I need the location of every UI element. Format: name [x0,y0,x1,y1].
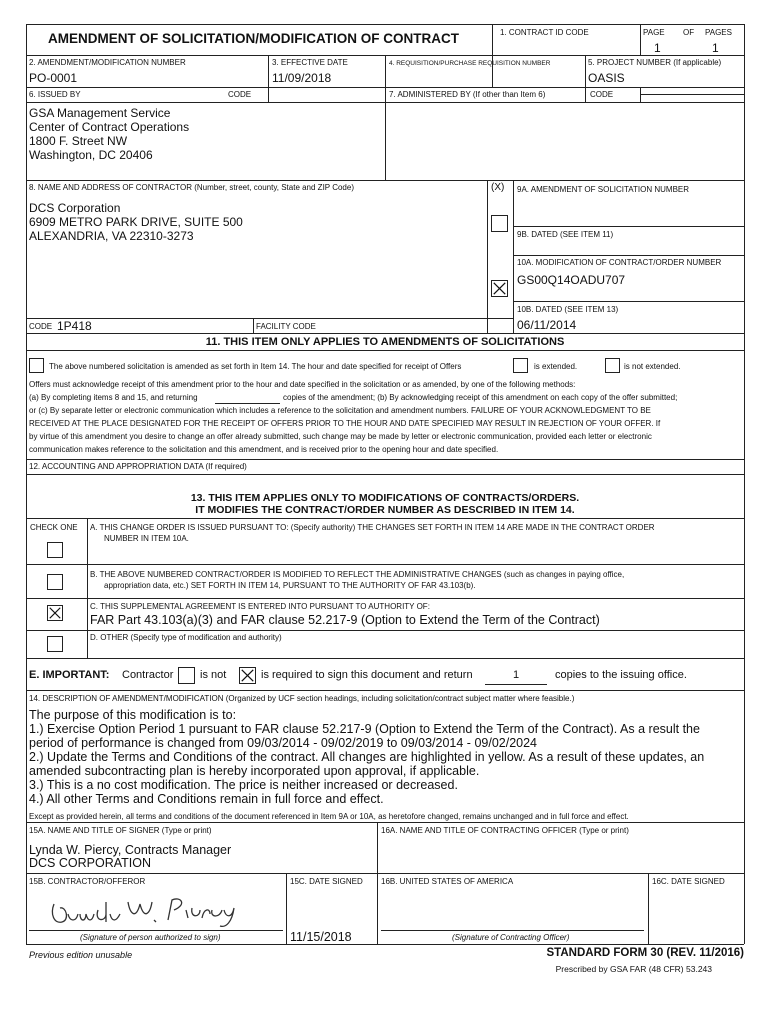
check-x-icon [240,668,255,683]
not-extended-checkbox[interactable] [605,358,620,373]
contractor-line: 6909 METRO PARK DRIVE, SUITE 500 [29,215,243,229]
signer-name-line: DCS CORPORATION [29,856,151,870]
description-line: 3.) This is a no cost modification. The price is neither increased or decreased. [29,778,458,792]
option-c-text: C. THIS SUPPLEMENTAL AGREEMENT IS ENTERED INTO PURSUANT TO AUTHORITY OF: [90,602,430,611]
option-c-checkbox[interactable] [47,605,63,621]
option-d-checkbox[interactable] [47,636,63,652]
issued-by-line: Washington, DC 20406 [29,148,153,162]
item11-paragraph: (a) By completing items 8 and 15, and returning [29,393,198,402]
date-signed-15c-label: 15C. DATE SIGNED [290,877,363,886]
is-not-checkbox[interactable] [178,667,195,684]
facility-code-label: FACILITY CODE [256,322,316,331]
check-x-icon [492,281,507,296]
administered-by-code-label: CODE [590,90,614,99]
contractor-word: Contractor [122,669,174,681]
is-required-label: is required to sign this document and return [261,669,473,681]
project-number-label: 5. PROJECT NUMBER (If applicable) [588,58,722,67]
dated-10b-label: 10B. DATED (SEE ITEM 13) [517,305,619,314]
option-c-authority: FAR Part 43.103(a)(3) and FAR clause 52.217-9 (Option to Extend the Term of the Contract) [90,613,600,627]
item11-title: 11. THIS ITEM ONLY APPLIES TO AMENDMENTS OF SOLICITATIONS [205,336,565,348]
modification-number-label: 10A. MODIFICATION OF CONTRACT/ORDER NUMBER [517,258,722,267]
description-label: 14. DESCRIPTION OF AMENDMENT/MODIFICATION (Organized by UCF section headings, including solicitation/contract subject matter where feasible.) [29,694,575,703]
description-line: amended subcontracting plan is hereby incorporated upon approval, if applicable. [29,764,480,778]
option-a-text: A. THIS CHANGE ORDER IS ISSUED PURSUANT TO: (Specify authority) THE CHANGES SET FORTH IN ITEM 14 ARE MADE IN THE CONTRACT ORDER [90,523,655,532]
copies-value: 1 [512,669,520,681]
dated-10b-value: 06/11/2014 [517,318,577,332]
co-signature-caption: (Signature of Contracting Officer) [452,933,570,942]
issued-by-line: GSA Management Service [29,106,171,120]
page-value: 1 [654,41,661,55]
date-signed-15c-value: 11/15/2018 [290,930,352,944]
issued-by-code-label: CODE [228,90,252,99]
pages-value: 1 [712,41,719,55]
signature-caption: (Signature of person authorized to sign) [80,933,221,942]
date-signed-16c-label: 16C. DATE SIGNED [652,877,725,886]
item11-line1: The above numbered solicitation is amended as set forth in Item 14. The hour and date specified for receipt of Offers [49,362,462,371]
box10-checkbox[interactable] [491,280,508,297]
important-label: E. IMPORTANT: [29,669,110,681]
contractor-code-label: CODE [29,322,53,331]
is-not-label: is not [200,669,227,681]
issued-by-label: 6. ISSUED BY [29,90,81,99]
option-b-checkbox[interactable] [47,574,63,590]
dated-9b-label: 9B. DATED (SEE ITEM 11) [517,230,614,239]
box9-checkbox[interactable] [491,215,508,232]
accounting-data-label: 12. ACCOUNTING AND APPROPRIATION DATA (If required) [29,462,247,471]
description-line: 1.) Exercise Option Period 1 pursuant to FAR clause 52.217-9 (Option to Extend the Term of the Contract). As a result the [29,722,700,736]
item11-paragraph: or (c) By separate letter or electronic communication which includes a reference to the solicitation and amendment numbers. FAILURE OF YOUR ACKNOWLEDGMENT TO BE [29,406,651,415]
option-b-text: appropriation data, etc.) SET FORTH IN ITEM 14, PURSUANT TO THE AUTHORITY OF FAR 43.103(b). [104,581,476,590]
option-a-checkbox[interactable] [47,542,63,558]
item11-paragraph: copies of the amendment; (b) By acknowledging receipt of this amendment on each copy of the offer submitted; [283,393,678,402]
signer-name-line: Lynda W. Piercy, Contracts Manager [29,843,232,857]
description-line: 2.) Update the Terms and Conditions of the contract. All changes are highlighted in yellow. As a result of these updates, an [29,750,705,764]
prescribed-by: Prescribed by GSA FAR (48 CFR) 53.243 [555,964,712,974]
amendment-solicitation-label: 9A. AMENDMENT OF SOLICITATION NUMBER [517,185,690,194]
issued-by-line: Center of Contract Operations [29,120,190,134]
form-title: AMENDMENT OF SOLICITATION/MODIFICATION OF CONTRACT [48,31,459,46]
item11-paragraph: Offers must acknowledge receipt of this amendment prior to the hour and date specified in the solicitation or as amended, by one of the following methods: [29,380,576,389]
administered-by-label: 7. ADMINISTERED BY (If other than Item 6) [389,90,546,99]
contractor-signature [40,892,240,930]
contractor-offeror-label: 15B. CONTRACTOR/OFFEROR [29,877,146,886]
item11-paragraph: by virtue of this amendment you desire to change an offer already submitted, such change may be made by letter or electronic communication, provided each letter or electronic [29,432,652,441]
check-one-label: CHECK ONE [30,523,78,532]
except-text: Except as provided herein, all terms and conditions of the document referenced in Item 9A or 10A, as heretofore changed, remains unchanged and in full force and effect. [29,812,629,821]
usa-label: 16B. UNITED STATES OF AMERICA [381,877,514,886]
not-extended-label: is not extended. [624,362,681,371]
item13-title: 13. THIS ITEM APPLIES ONLY TO MODIFICATIONS OF CONTRACTS/ORDERS. [190,492,580,504]
amendment-number-value: PO-0001 [29,71,78,85]
description-line: period of performance is changed from 09/03/2014 - 09/02/2019 to 09/03/2014 - 09/02/2024 [29,736,538,750]
contract-id-code-label: 1. CONTRACT ID CODE [500,28,589,37]
item13-subtitle: IT MODIFIES THE CONTRACT/ORDER NUMBER AS DESCRIBED IN ITEM 14. [195,504,575,516]
contractor-line: ALEXANDRIA, VA 22310-3273 [29,229,194,243]
item11-paragraph: RECEIVED AT THE PLACE DESIGNATED FOR THE RECEIPT OF OFFERS PRIOR TO THE HOUR AND DATE SPECIFIED MAY RESULT IN REJECTION OF YOUR OFFER. If [29,419,661,428]
x-column-label: (X) [491,182,505,193]
item11-checkbox[interactable] [29,358,44,373]
contractor-code-value: 1P418 [57,319,92,333]
project-number-value: OASIS [588,71,625,85]
option-a-text: NUMBER IN ITEM 10A. [104,534,189,543]
previous-edition-note: Previous edition unusable [29,950,133,960]
extended-label: is extended. [534,362,578,371]
page-label: PAGE [643,28,665,37]
check-x-icon [48,606,62,620]
contractor-label: 8. NAME AND ADDRESS OF CONTRACTOR (Number, street, county, State and ZIP Code) [29,183,354,192]
requisition-number-label: 4. REQUISITION/PURCHASE REQUISITION NUMBER [389,60,551,67]
extended-checkbox[interactable] [513,358,528,373]
description-line: 4.) All other Terms and Conditions remain in full force and effect. [29,792,384,806]
option-b-text: B. THE ABOVE NUMBERED CONTRACT/ORDER IS MODIFIED TO REFLECT THE ADMINISTRATIVE CHANGES (such as changes in paying office, [90,570,625,579]
contracting-officer-label: 16A. NAME AND TITLE OF CONTRACTING OFFICER (Type or print) [381,826,629,835]
effective-date-value: 11/09/2018 [272,71,332,85]
item11-paragraph: communication makes reference to the solicitation and this amendment, and is received prior to the opening hour and date specified. [29,445,499,454]
amendment-number-label: 2. AMENDMENT/MODIFICATION NUMBER [29,58,186,67]
pages-label: PAGES [705,28,732,37]
copies-to-label: copies to the issuing office. [555,669,687,681]
form-number: STANDARD FORM 30 (REV. 11/2016) [546,947,744,959]
of-label: OF [683,28,695,37]
modification-number-value: GS00Q14OADU707 [517,273,626,287]
effective-date-label: 3. EFFECTIVE DATE [272,58,348,67]
issued-by-line: 1800 F. Street NW [29,134,128,148]
description-line: The purpose of this modification is to: [29,708,237,722]
is-required-checkbox[interactable] [239,667,256,684]
signer-name-label: 15A. NAME AND TITLE OF SIGNER (Type or print) [29,826,212,835]
contractor-line: DCS Corporation [29,201,121,215]
option-d-text: D. OTHER (Specify type of modification and authority) [90,633,282,642]
